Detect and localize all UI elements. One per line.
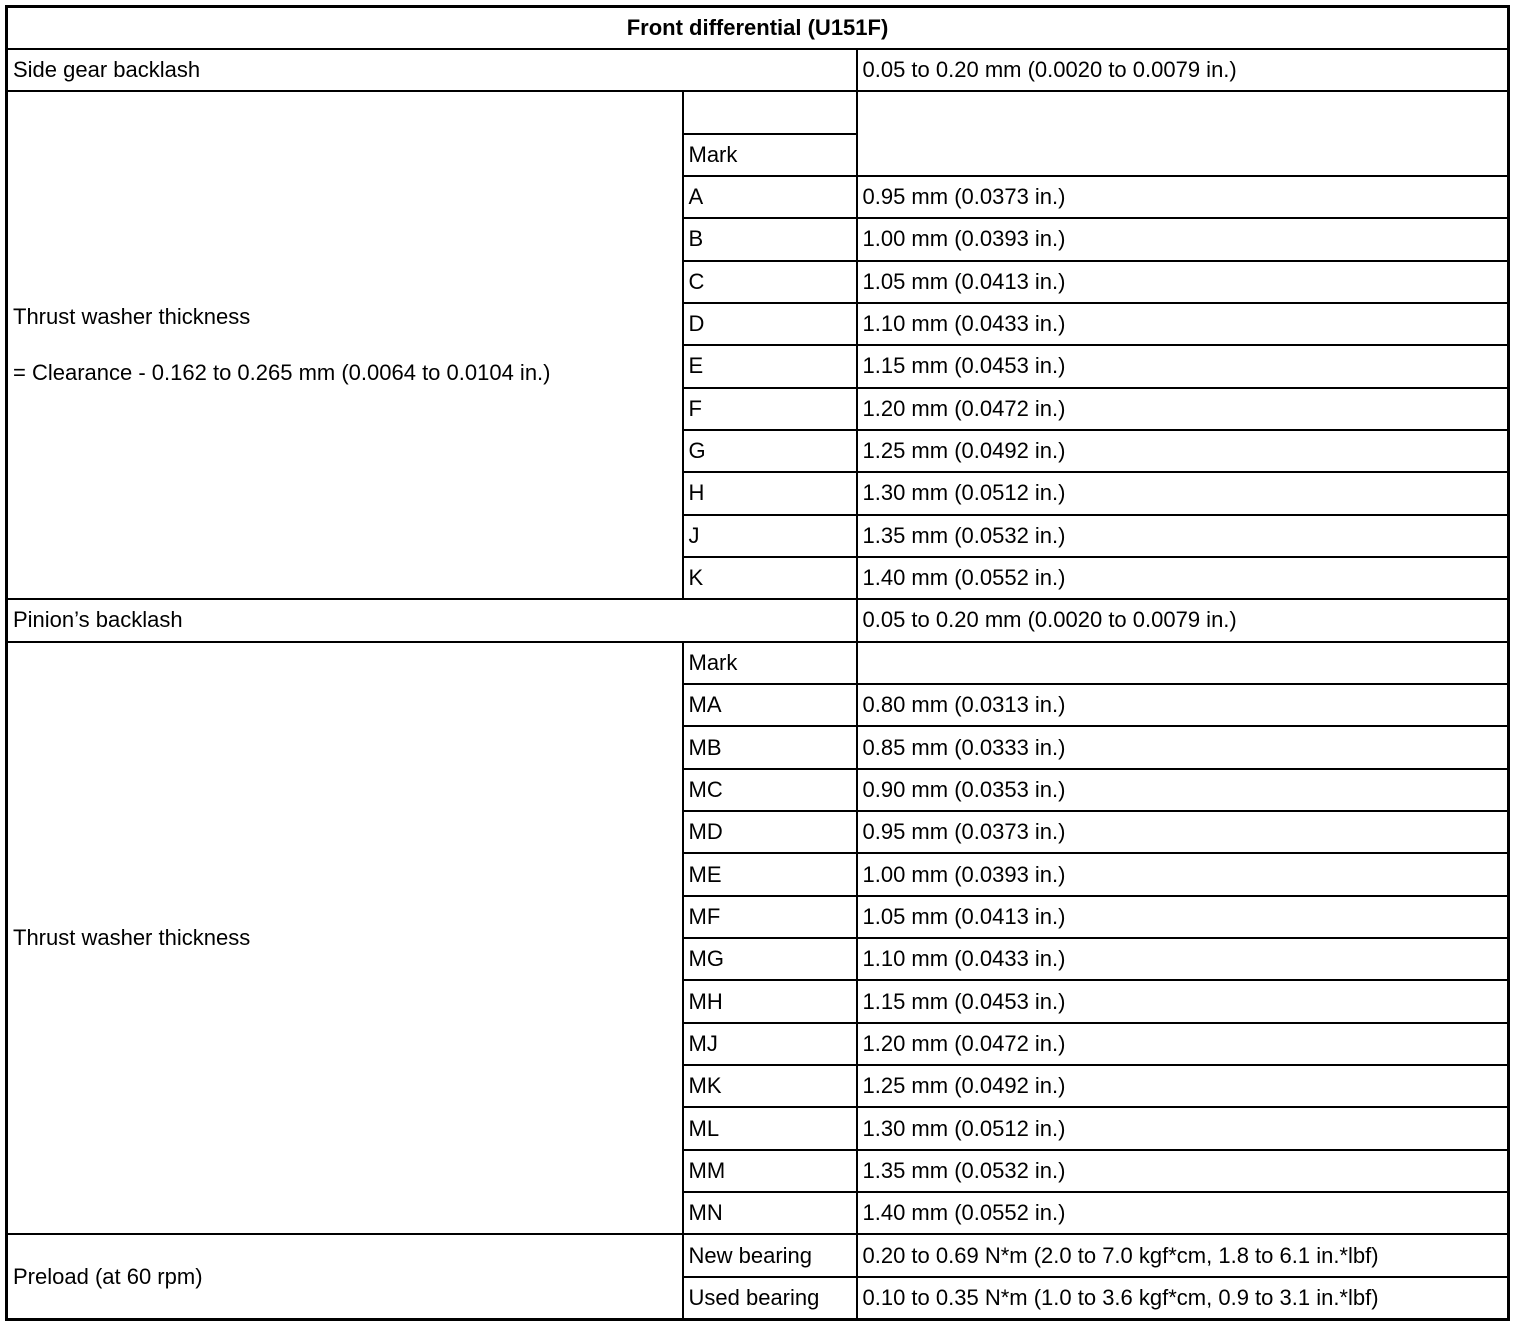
pinion-backlash-label: Pinion’s backlash xyxy=(7,599,857,641)
thickness-cell: 1.05 mm (0.0413 in.) xyxy=(857,896,1509,938)
thickness-cell: 1.30 mm (0.0512 in.) xyxy=(857,472,1509,514)
thickness-cell: 1.30 mm (0.0512 in.) xyxy=(857,1107,1509,1149)
thickness-cell: 1.10 mm (0.0433 in.) xyxy=(857,938,1509,980)
thickness-cell: 1.00 mm (0.0393 in.) xyxy=(857,853,1509,895)
spec-table xyxy=(5,5,1510,1321)
thickness-cell: 1.10 mm (0.0433 in.) xyxy=(857,303,1509,345)
side-thrust-washer-label: Thrust washer thickness xyxy=(13,304,251,330)
pinion-backlash-value: 0.05 to 0.20 mm (0.0020 to 0.0079 in.) xyxy=(857,599,1509,641)
preload-label: Preload (at 60 rpm) xyxy=(7,1234,683,1319)
mark-cell: ML xyxy=(683,1107,857,1149)
mark-cell: ME xyxy=(683,853,857,895)
mark-cell: MF xyxy=(683,896,857,938)
mark-cell: F xyxy=(683,388,857,430)
thickness-cell: 1.35 mm (0.0532 in.) xyxy=(857,1150,1509,1192)
mark-cell: A xyxy=(683,176,857,218)
empty-cell xyxy=(857,91,1509,176)
mark-cell: D xyxy=(683,303,857,345)
mark-cell: MN xyxy=(683,1192,857,1234)
side-gear-backlash-value: 0.05 to 0.20 mm (0.0020 to 0.0079 in.) xyxy=(857,49,1509,91)
thickness-cell: 1.20 mm (0.0472 in.) xyxy=(857,1023,1509,1065)
empty-cell xyxy=(857,642,1509,684)
thickness-cell: 1.40 mm (0.0552 in.) xyxy=(857,1192,1509,1234)
thickness-cell: 1.15 mm (0.0453 in.) xyxy=(857,345,1509,387)
side-gear-backlash-row xyxy=(7,49,1509,91)
thickness-cell: 0.85 mm (0.0333 in.) xyxy=(857,726,1509,768)
title-row xyxy=(7,7,1509,49)
mark-cell: G xyxy=(683,430,857,472)
mark-cell: MJ xyxy=(683,1023,857,1065)
mark-cell: MM xyxy=(683,1150,857,1192)
mark-cell: J xyxy=(683,515,857,557)
side-thrust-washer-formula: = Clearance - 0.162 to 0.265 mm (0.0064 to 0.0104 in.) xyxy=(13,360,551,386)
thickness-cell: 1.20 mm (0.0472 in.) xyxy=(857,388,1509,430)
thickness-cell: 0.80 mm (0.0313 in.) xyxy=(857,684,1509,726)
preload-value-cell: 0.10 to 0.35 N*m (1.0 to 3.6 kgf*cm, 0.9 to 3.1 in.*lbf) xyxy=(857,1277,1509,1320)
mark-cell: MB xyxy=(683,726,857,768)
thickness-cell: 0.90 mm (0.0353 in.) xyxy=(857,769,1509,811)
bearing-condition-cell: Used bearing xyxy=(683,1277,857,1320)
mark-cell: MK xyxy=(683,1065,857,1107)
thickness-cell: 1.15 mm (0.0453 in.) xyxy=(857,980,1509,1022)
table-row xyxy=(7,1234,1509,1276)
thickness-cell: 1.40 mm (0.0552 in.) xyxy=(857,557,1509,599)
mark-cell: MH xyxy=(683,980,857,1022)
thickness-cell: 1.25 mm (0.0492 in.) xyxy=(857,1065,1509,1107)
thickness-cell: 0.95 mm (0.0373 in.) xyxy=(857,811,1509,853)
table-row xyxy=(7,91,1509,133)
thickness-cell: 1.05 mm (0.0413 in.) xyxy=(857,261,1509,303)
preload-value-cell: 0.20 to 0.69 N*m (2.0 to 7.0 kgf*cm, 1.8 to 6.1 in.*lbf) xyxy=(857,1234,1509,1276)
thickness-cell: 1.25 mm (0.0492 in.) xyxy=(857,430,1509,472)
side-thrust-washer-cell xyxy=(7,91,683,599)
bearing-condition-cell: New bearing xyxy=(683,1234,857,1276)
mark-header: Mark xyxy=(683,642,857,684)
mark-cell: H xyxy=(683,472,857,514)
mark-cell: K xyxy=(683,557,857,599)
table-row xyxy=(7,642,1509,684)
table-title: Front differential (U151F) xyxy=(7,7,1509,49)
mark-header: Mark xyxy=(683,134,857,176)
mark-cell: B xyxy=(683,218,857,260)
thickness-cell: 1.00 mm (0.0393 in.) xyxy=(857,218,1509,260)
spec-table-body xyxy=(7,7,1509,1320)
side-gear-backlash-label: Side gear backlash xyxy=(7,49,857,91)
thickness-cell: 0.95 mm (0.0373 in.) xyxy=(857,176,1509,218)
pinion-backlash-row xyxy=(7,599,1509,641)
mark-cell: MG xyxy=(683,938,857,980)
thickness-cell: 1.35 mm (0.0532 in.) xyxy=(857,515,1509,557)
mark-cell: MA xyxy=(683,684,857,726)
mark-cell: E xyxy=(683,345,857,387)
empty-cell xyxy=(683,91,857,133)
mark-cell: MC xyxy=(683,769,857,811)
mark-cell: MD xyxy=(683,811,857,853)
pinion-thrust-washer-label: Thrust washer thickness xyxy=(7,642,683,1235)
mark-cell: C xyxy=(683,261,857,303)
